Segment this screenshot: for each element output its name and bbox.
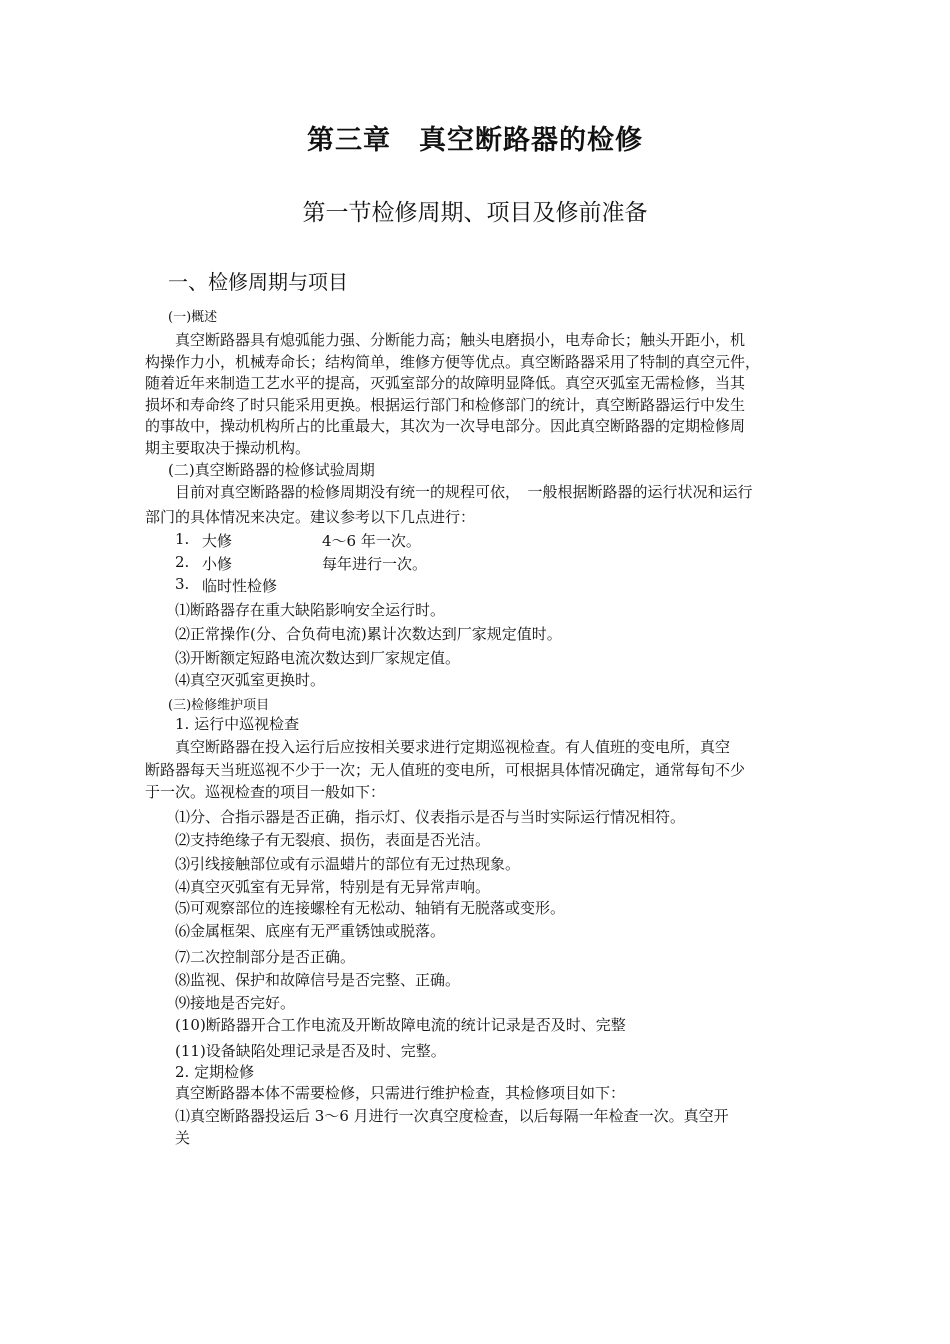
condition-item: ⑷真空灭弧室更换时。 — [175, 671, 326, 689]
patrol-paragraph — [145, 736, 810, 804]
section-title: 第一节检修周期、项目及修前准备 — [302, 200, 648, 226]
overview-line: 构操作力小，机械寿命长；结构简单，维修方便等优点。真空断路器采用了特制的真空元件， — [145, 352, 761, 371]
cycle-item-number: 1. — [175, 530, 190, 548]
cycle-item-name: 临时性检修 — [202, 577, 278, 595]
check-item: ⑸可观察部位的连接螺栓有无松动、轴销有无脱落或变形。 — [175, 899, 566, 917]
cycle-item-value: 每年进行一次。 — [322, 555, 428, 573]
test-cycle-line: 部门的具体情况来决定。建议参考以下几点进行： — [145, 508, 476, 526]
condition-item: ⑴断路器存在重大缺陷影响安全运行时。 — [175, 601, 446, 619]
heading-inspection-cycle: 一、检修周期与项目 — [168, 270, 348, 294]
condition-item: ⑵正常操作(分、合负荷电流)累计次数达到厂家规定值时。 — [175, 625, 562, 643]
check-item: ⑴分、合指示器是否正确，指示灯、仪表指示是否与当时实际运行情况相符。 — [175, 808, 686, 826]
check-item: (10)断路器开合工作电流及开断故障电流的统计记录是否及时、完整 — [175, 1016, 626, 1034]
subheading-test-cycle: (二)真空断路器的检修试验周期 — [168, 461, 375, 479]
condition-item: ⑶开断额定短路电流次数达到厂家规定值。 — [175, 649, 461, 667]
patrol-line: 真空断路器在投入运行后应按相关要求进行定期巡视检查。有人值班的变电所，真空 — [175, 738, 731, 756]
cycle-item-number: 2. — [175, 553, 190, 571]
subheading-maintenance-items: (三)检修维护项目 — [168, 698, 270, 713]
check-item: ⑺二次控制部分是否正确。 — [175, 948, 356, 966]
subheading-overview: (一)概述 — [168, 310, 218, 325]
check-item: ⑼接地是否完好。 — [175, 994, 296, 1012]
patrol-heading: 1. 运行中巡视检查 — [175, 715, 300, 733]
patrol-line: 断路器每天当班巡视不少于一次；无人值班的变电所，可根据具体情况确定，通常每旬不少 — [145, 760, 746, 779]
test-cycle-line: 目前对真空断路器的检修周期没有统一的规程可依， 一般根据断路器的运行状况和运行 — [175, 483, 753, 501]
patrol-line: 于一次。巡视检查的项目一般如下： — [145, 783, 386, 801]
cycle-item-number: 3. — [175, 575, 190, 593]
overview-line: 随着近年来制造工艺水平的提高，灭弧室部分的故障明显降低。真空灭弧室无需检修，当其 — [145, 374, 746, 392]
overview-line: 的事故中，操动机构所占的比重最大，其次为一次导电部分。因此真空断路器的定期检修周 — [145, 417, 746, 435]
check-item: ⑷真空灭弧室有无异常，特别是有无异常声响。 — [175, 878, 491, 896]
check-item: ⑹金属框架、底座有无严重锈蚀或脱落。 — [175, 922, 446, 940]
overview-line: 损坏和寿命终了时只能采用更换。根据运行部门和检修部门的统计，真空断路器运行中发生 — [145, 395, 746, 414]
periodic-item-continuation: 关 — [175, 1129, 191, 1147]
check-item: (11)设备缺陷处理记录是否及时、完整。 — [175, 1042, 446, 1060]
check-item: ⑵支持绝缘子有无裂痕、损伤，表面是否光洁。 — [175, 831, 491, 849]
periodic-item: ⑴真空断路器投运后 3～6 月进行一次真空度检查，以后每隔一年检查一次。真空开 — [175, 1107, 729, 1125]
check-item: ⑻监视、保护和故障信号是否完整、正确。 — [175, 971, 461, 989]
cycle-item-value: 4～6 年一次。 — [322, 532, 421, 550]
overview-line: 期主要取决于操动机构。 — [145, 438, 311, 457]
periodic-intro: 真空断路器本体不需要检修，只需进行维护检查，其检修项目如下： — [175, 1084, 626, 1102]
overview-line: 真空断路器具有熄弧能力强、分断能力高；触头电磨损小，电寿命长；触头开距小，机 — [175, 331, 746, 349]
cycle-item-name: 大修 — [202, 532, 233, 550]
check-item: ⑶引线接触部位或有示温蜡片的部位有无过热现象。 — [175, 855, 521, 873]
periodic-heading: 2. 定期检修 — [175, 1063, 255, 1081]
cycle-item-name: 小修 — [202, 555, 233, 573]
chapter-title: 第三章 真空断路器的检修 — [307, 125, 643, 156]
overview-paragraph — [145, 330, 810, 459]
